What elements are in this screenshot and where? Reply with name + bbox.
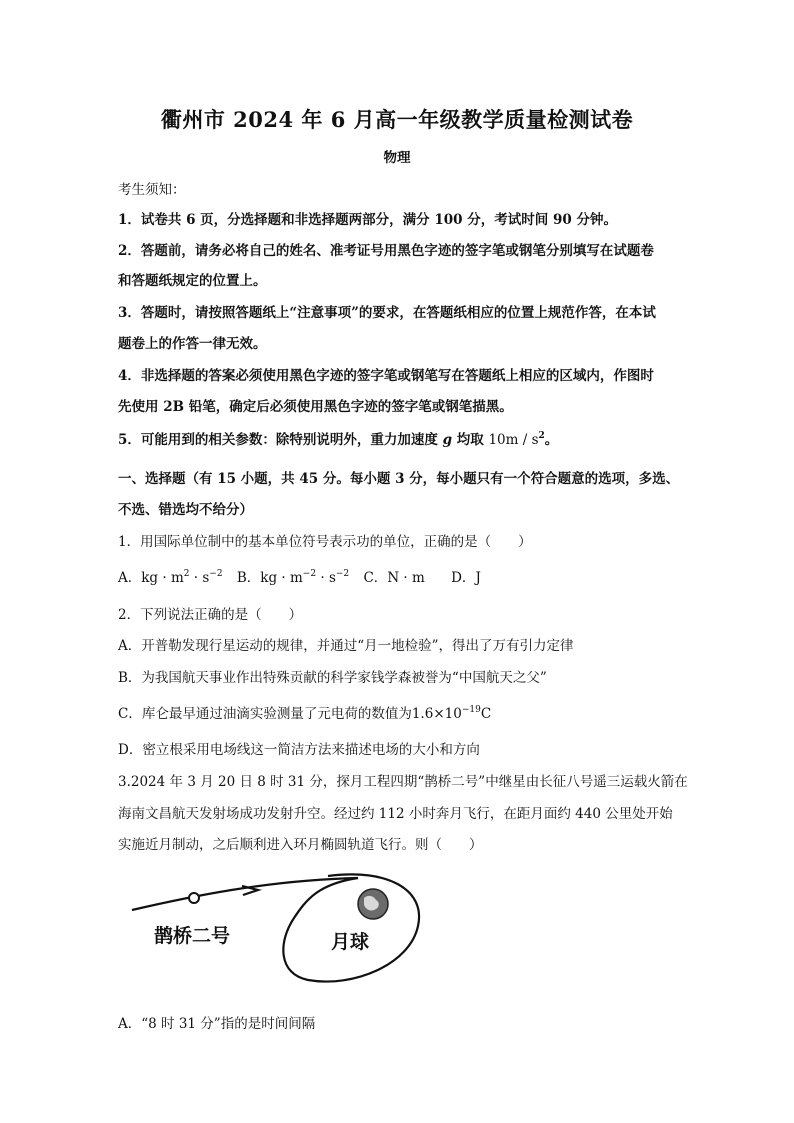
q3-option-a: A．“8 时 31 分”指的是时间间隔	[118, 1016, 316, 1032]
lunar-orbit	[283, 874, 419, 981]
charge-exponent: −19	[461, 705, 481, 715]
q1-option-c	[363, 566, 424, 586]
notice-item-5	[118, 428, 558, 448]
q1-option-b-exp2: −2	[335, 569, 350, 579]
q2-option-a: A．开普勒发现行星运动的规律，并通过“月一地检验”，得出了万有引力定律	[118, 638, 574, 654]
notice-item-5-end: 。	[544, 432, 559, 448]
q1-option-b	[237, 566, 349, 586]
notice-item-4: 4．非选择题的答案必须使用黑色字迹的签字笔或钢笔写在答题纸上相应的区域内，作图时	[118, 368, 654, 384]
q1-option-d-text: J	[475, 570, 481, 586]
satellite-icon	[189, 893, 199, 903]
notice-item-5-prefix: 5．可能用到的相关参数：除特别说明外，重力加速度	[118, 432, 438, 448]
q1-option-b-label: B．	[236, 570, 261, 586]
notice-item-5-mid: 均取	[456, 432, 484, 448]
q1-option-b-base: kg · m	[260, 570, 303, 586]
q2-option-d: D．密立根采用电场线这一简洁方法来描述电场的大小和方向	[118, 742, 480, 758]
gravity-exponent: 2	[538, 431, 545, 441]
q1-option-b-mid: · s	[316, 570, 336, 586]
page-title: 衢州市 2024 年 6 月高一年级教学质量检测试卷	[160, 107, 634, 132]
q3-stem-line3: 实施近月制动，之后顺利进入环月椭圆轨道飞行。则（ ）	[118, 837, 483, 853]
gravity-symbol: g	[442, 432, 453, 448]
gravity-value: 10m / s	[488, 432, 539, 448]
satellite-label: 鹊桥二号	[154, 925, 231, 947]
q2-option-c	[118, 702, 491, 722]
q1-option-d-label: D．	[451, 570, 476, 586]
notice-item-2: 2．答题前，请务必将自己的姓名、准考证号用黑色字迹的签字笔或钢笔分别填写在试题卷	[118, 243, 654, 259]
subject-title: 物理	[383, 150, 411, 166]
section-heading: 一、选择题（有 15 小题，共 45 分。每小题 3 分，每小题只有一个符合题意的选项，多选、	[118, 471, 680, 487]
orbit-diagram	[118, 862, 428, 992]
charge-value: 1.6×10	[411, 706, 462, 722]
q1-option-a-exp2: −2	[209, 569, 223, 579]
notice-item-2-cont: 和答题纸规定的位置上。	[118, 273, 267, 289]
q1-option-a-exp1: 2	[183, 569, 190, 579]
q2-option-b: B．为我国航天事业作出特殊贡献的科学家钱学森被誉为“中国航天之父”	[118, 670, 547, 686]
notice-item-3-cont: 题卷上的作答一律无效。	[118, 336, 267, 352]
q1-option-a-base: kg · m	[141, 570, 184, 586]
q2-option-c-prefix: C．库仑最早通过油滴实验测量了元电荷的数值为	[118, 706, 412, 722]
q1-option-a-label: A．	[118, 570, 142, 586]
q1-option-a-mid: · s	[189, 570, 210, 586]
q1-option-a	[118, 566, 223, 586]
q1-option-c-text: N · m	[387, 570, 425, 586]
notice-heading: 考生须知：	[118, 182, 186, 198]
q1-option-b-exp1: −2	[302, 569, 317, 579]
q1-option-d	[451, 566, 481, 586]
q1-option-c-label: C．	[363, 570, 388, 586]
charge-unit: C	[480, 706, 492, 722]
q1-options	[118, 566, 481, 586]
q2-stem: 2．下列说法正确的是（ ）	[118, 607, 303, 623]
q3-stem-line2: 海南文昌航天发射场成功发射升空。经过约 112 小时奔月飞行，在距月面约 440 公里处开始	[118, 806, 673, 822]
moon-label: 月球	[331, 931, 370, 953]
q3-stem-line1: 3.2024 年 3 月 20 日 8 时 31 分，探月工程四期“鹊桥二号”中继星由长征八号遥三运载火箭在	[118, 774, 688, 790]
notice-item-4-cont: 先使用 2B 铅笔，确定后必须使用黑色字迹的签字笔或钢笔描黑。	[118, 399, 513, 415]
section-heading-cont: 不选、错选均不给分）	[118, 502, 253, 518]
orbit-figure	[118, 862, 428, 992]
notice-item-3: 3．答题时，请按照答题纸上“注意事项”的要求，在答题纸相应的位置上规范作答，在本试	[118, 305, 656, 321]
notice-item-1: 1．试卷共 6 页，分选择题和非选择题两部分，满分 100 分，考试时间 90 分钟。	[118, 212, 617, 228]
q1-stem: 1．用国际单位制中的基本单位符号表示功的单位，正确的是（ ）	[118, 534, 532, 550]
